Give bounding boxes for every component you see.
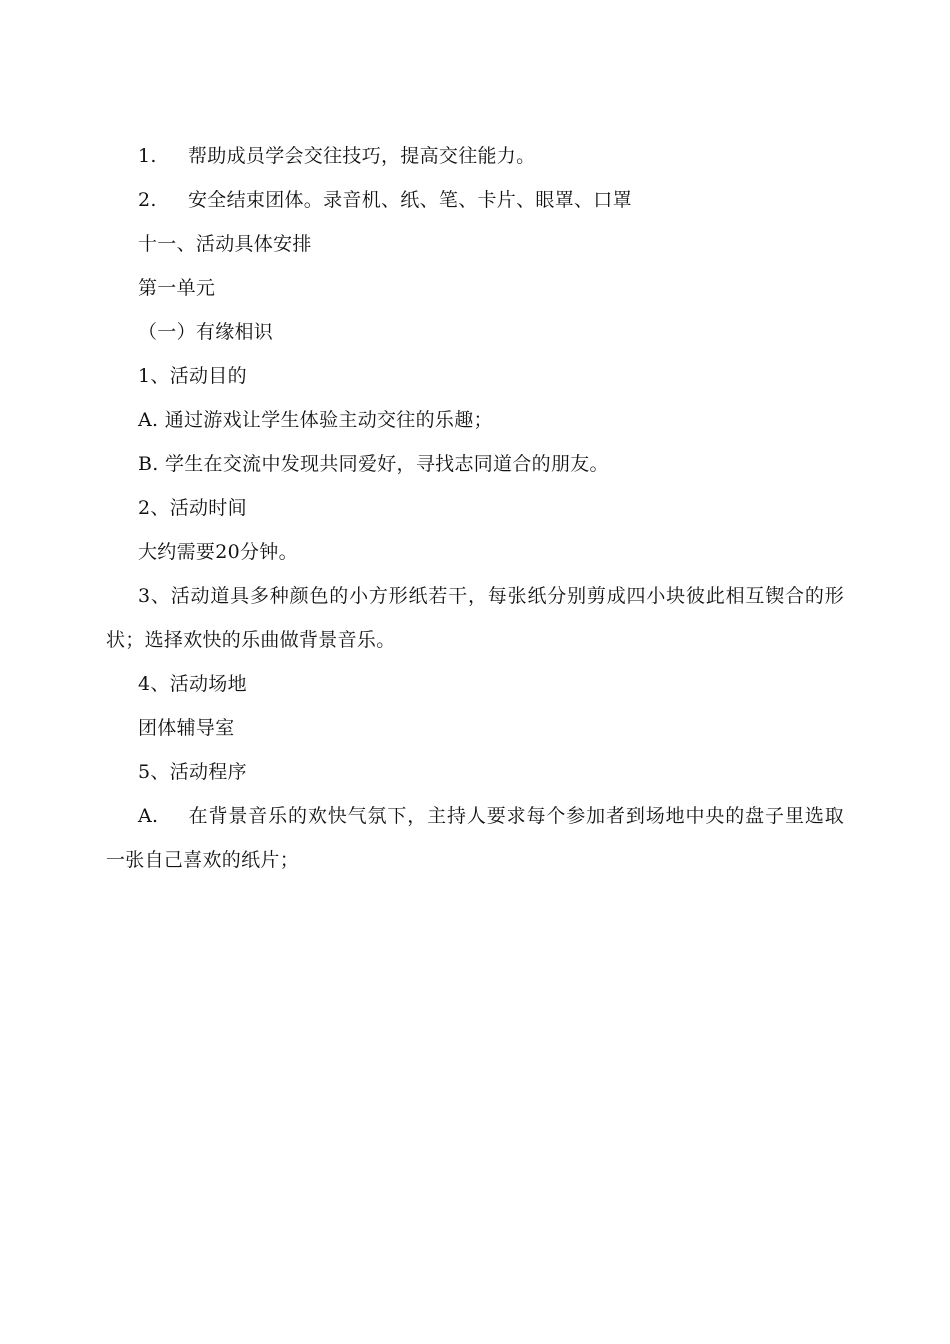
props-paragraph: 3、活动道具多种颜色的小方形纸若干，每张纸分别剪成四小块彼此相互锲合的形状；选择欢快的乐曲做背景音乐。 [106, 585, 844, 651]
time-heading: 2、活动时间 [138, 497, 247, 519]
list-number: 1. [138, 145, 157, 167]
time-text: 大约需要20分钟。 [138, 541, 298, 563]
venue-text: 团体辅导室 [138, 717, 235, 739]
list-item-2 [106, 178, 844, 222]
goal-a: A. 通过游戏让学生体验主动交往的乐趣； [138, 409, 493, 431]
unit-title: 第一单元 [138, 277, 216, 299]
list-item-1 [106, 134, 844, 178]
subsection-title: （一）有缘相识 [138, 321, 274, 343]
procedure-heading: 5、活动程序 [138, 761, 247, 783]
list-number: 2. [138, 189, 157, 211]
list-text: 帮助成员学会交往技巧，提高交往能力。 [188, 145, 536, 167]
procedure-a [106, 794, 844, 882]
venue-heading: 4、活动场地 [138, 673, 247, 695]
goal-b: B. 学生在交流中发现共同爱好，寻找志同道合的朋友。 [138, 453, 609, 475]
list-text: 安全结束团体。录音机、纸、笔、卡片、眼罩、口罩 [188, 189, 632, 211]
procedure-number: A. [138, 805, 159, 827]
goal-heading: 1、活动目的 [138, 365, 247, 387]
document-body [106, 134, 844, 882]
section-title: 十一、活动具体安排 [138, 233, 312, 255]
procedure-text: 在背景音乐的欢快气氛下，主持人要求每个参加者到场地中央的盘子里选取一张自己喜欢的纸片； [106, 805, 844, 871]
